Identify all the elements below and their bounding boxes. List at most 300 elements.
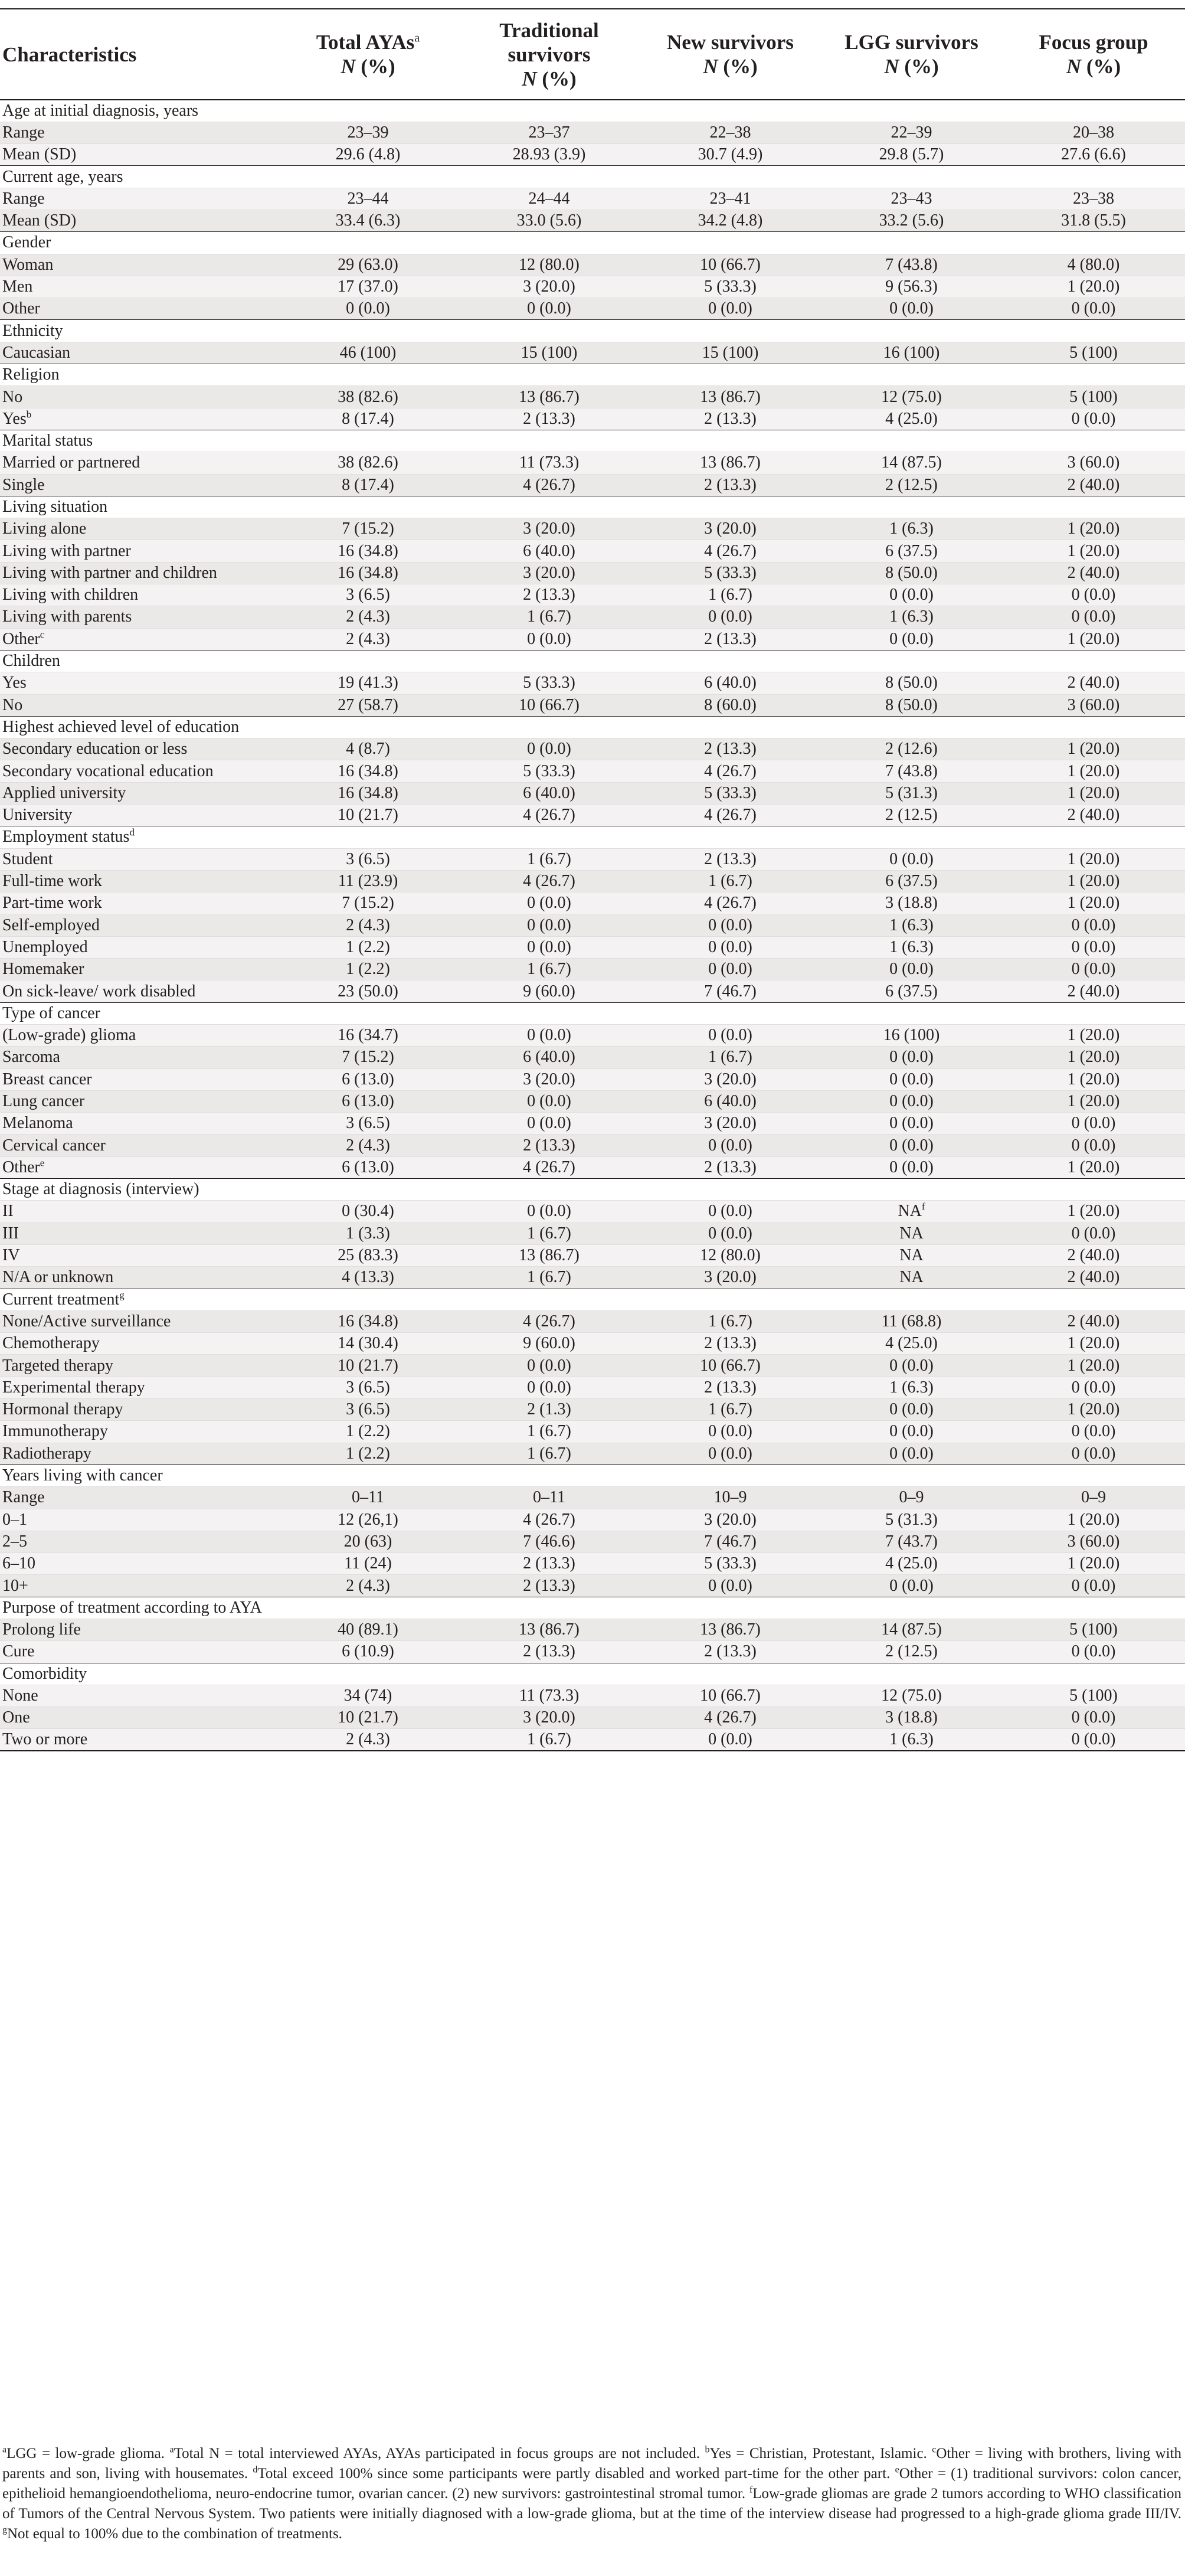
cell-value: 0 (0.0) — [527, 1026, 571, 1045]
cell-value: 33.4 (6.3) — [335, 211, 401, 230]
cell-value: 0 (0.0) — [1071, 1378, 1116, 1397]
table-cell — [640, 1377, 821, 1398]
row-label-text: Other — [2, 629, 40, 648]
table-row — [0, 1641, 1185, 1663]
cell-value: 25 (83.3) — [338, 1246, 398, 1265]
cell-value: 2 (40.0) — [1067, 1312, 1120, 1331]
table-cell — [277, 893, 459, 914]
cell-value: 3 (20.0) — [523, 1070, 575, 1088]
section-header-row — [0, 716, 1185, 738]
table-row — [0, 474, 1185, 496]
table-cell — [1002, 628, 1185, 650]
cell-value: 23 (50.0) — [338, 982, 398, 1001]
row-label-text: One — [2, 1708, 30, 1727]
footnote-mark: g — [2, 2525, 7, 2535]
header-new-title: New survivors — [667, 31, 794, 54]
table-cell — [821, 1156, 1002, 1178]
cell-value: 0 (0.0) — [1071, 937, 1116, 956]
table-row — [0, 188, 1185, 210]
table-cell — [640, 1113, 821, 1135]
header-focus-group — [1002, 9, 1185, 100]
row-label — [0, 1641, 277, 1663]
cell-value: 0 (0.0) — [889, 1576, 934, 1595]
table-cell — [821, 738, 1002, 760]
cell-value: 2 (40.0) — [1067, 1268, 1120, 1287]
cell-value: 22–38 — [709, 123, 751, 142]
cell-value: 2 (40.0) — [1067, 563, 1120, 582]
row-label — [0, 1509, 277, 1531]
header-pct-label: (%) — [899, 55, 939, 78]
table-cell — [459, 1267, 640, 1289]
cell-value: 3 (6.5) — [346, 849, 390, 868]
cell-value: 6 (13.0) — [342, 1070, 394, 1088]
table-cell — [640, 584, 821, 606]
section-title-text: Highest achieved level of education — [2, 717, 240, 736]
cell-value: 1 (2.2) — [346, 960, 390, 979]
row-label-text: Secondary education or less — [2, 740, 188, 759]
footnote-mark: c — [932, 2444, 937, 2455]
cell-value: 1 (20.0) — [1067, 783, 1120, 802]
cell-value: 0 (0.0) — [889, 1070, 934, 1088]
row-label — [0, 210, 277, 231]
cell-value: 0 (0.0) — [1071, 586, 1116, 604]
row-label — [0, 188, 277, 210]
table-cell — [821, 1267, 1002, 1289]
footnote-mark: e — [40, 1157, 45, 1169]
cell-value: 6 (37.5) — [885, 982, 938, 1001]
cell-value: 6 (13.0) — [342, 1158, 394, 1176]
table-cell — [640, 144, 821, 166]
table-cell — [277, 1355, 459, 1377]
table-cell — [640, 1729, 821, 1751]
cell-value: 5 (33.3) — [704, 277, 757, 296]
cell-value: 8 (50.0) — [885, 674, 938, 692]
cell-value: NA — [899, 1268, 924, 1287]
row-label — [0, 1310, 277, 1332]
row-label-text: Targeted therapy — [2, 1356, 113, 1375]
row-label-text: (Low-grade) glioma — [2, 1026, 136, 1045]
cell-value: 29.8 (5.7) — [879, 145, 944, 164]
table-cell — [277, 540, 459, 562]
row-label-text: On sick-leave/ work disabled — [2, 982, 196, 1001]
cell-value: 0 (0.0) — [889, 629, 934, 648]
cell-value: 1 (6.7) — [708, 1048, 752, 1067]
table-cell — [640, 1531, 821, 1552]
table-cell — [640, 474, 821, 496]
table-cell — [277, 1729, 459, 1751]
cell-value: 7 (46.7) — [704, 1532, 757, 1551]
cell-value: 3 (18.8) — [885, 1708, 938, 1727]
header-pct-label: (%) — [1081, 55, 1121, 78]
cell-value: 8 (17.4) — [342, 409, 394, 428]
row-label-text: Yes — [2, 409, 27, 428]
section-title-text: Current treatment — [2, 1290, 120, 1309]
cell-value: 3 (20.0) — [704, 1114, 757, 1133]
table-cell — [459, 1156, 640, 1178]
cell-value: 4 (26.7) — [704, 541, 757, 560]
table-cell — [277, 518, 459, 540]
table-row — [0, 1244, 1185, 1266]
cell-value: 2 (13.3) — [523, 409, 575, 428]
table-row — [0, 386, 1185, 408]
table-cell — [1002, 1201, 1185, 1222]
table-cell — [821, 1090, 1002, 1112]
cell-value: 2 (4.3) — [346, 607, 390, 626]
cell-value: 0 (0.0) — [889, 1092, 934, 1110]
cell-value: 9 (60.0) — [523, 1334, 575, 1353]
row-label-text: Married or partnered — [2, 453, 140, 472]
table-cell — [459, 1135, 640, 1156]
table-cell — [459, 1707, 640, 1729]
section-title — [0, 1597, 1185, 1619]
table-cell — [1002, 1553, 1185, 1575]
table-cell — [277, 562, 459, 584]
table-cell — [1002, 672, 1185, 694]
cell-value: 2 (40.0) — [1067, 674, 1120, 692]
row-label — [0, 1553, 277, 1575]
cell-value: 4 (26.7) — [523, 872, 575, 891]
table-cell — [1002, 848, 1185, 870]
table-cell — [821, 914, 1002, 936]
table-cell — [821, 408, 1002, 430]
row-label — [0, 628, 277, 650]
cell-value: 2 (13.3) — [704, 1642, 757, 1661]
cell-value: 0 (0.0) — [708, 1444, 752, 1463]
table-cell — [821, 1729, 1002, 1751]
cell-value: 0–11 — [352, 1488, 384, 1507]
cell-value: 7 (46.6) — [523, 1532, 575, 1551]
table-row — [0, 606, 1185, 628]
table-cell — [640, 254, 821, 276]
cell-value: 4 (26.7) — [704, 806, 757, 825]
cell-value: 1 (20.0) — [1067, 894, 1120, 913]
table-row — [0, 628, 1185, 650]
table-cell — [640, 1443, 821, 1464]
cell-value: 4 (25.0) — [885, 1334, 938, 1353]
section-title — [0, 166, 1185, 188]
cell-value: 6 (40.0) — [704, 674, 757, 692]
cell-value: 33.0 (5.6) — [516, 211, 582, 230]
table-cell — [1002, 1707, 1185, 1729]
cell-value: 2 (4.3) — [346, 629, 390, 648]
table-cell — [1002, 694, 1185, 716]
cell-value: 3 (6.5) — [346, 1378, 390, 1397]
cell-value: 0 (0.0) — [527, 916, 571, 934]
row-label — [0, 298, 277, 320]
table-cell — [459, 210, 640, 231]
table-cell — [640, 606, 821, 628]
table-cell — [640, 1310, 821, 1332]
cell-value: 0–9 — [1081, 1488, 1106, 1507]
row-label-text: Applied university — [2, 783, 126, 802]
table-cell — [277, 1509, 459, 1531]
cell-value: 1 (6.7) — [708, 872, 752, 891]
table-cell — [640, 408, 821, 430]
table-row — [0, 848, 1185, 870]
footnote-text: LGG = low-grade glioma. — [6, 2446, 170, 2461]
cell-value: 5 (33.3) — [523, 674, 575, 692]
cell-value: 0 (0.0) — [708, 916, 752, 934]
table-cell — [1002, 1333, 1185, 1355]
cell-value: 1 (6.7) — [527, 607, 571, 626]
table-cell — [1002, 870, 1185, 892]
table-cell — [1002, 1575, 1185, 1597]
cell-value: 1 (6.3) — [889, 519, 934, 538]
cell-value: 0 (0.0) — [708, 299, 752, 318]
table-footnotes — [2, 2444, 1181, 2544]
table-cell — [821, 562, 1002, 584]
table-cell — [459, 1509, 640, 1531]
footnote-text: Yes = Christian, Protestant, Islamic. — [709, 2446, 932, 2461]
row-label-text: Men — [2, 277, 33, 296]
cell-value: 4 (26.7) — [704, 761, 757, 780]
table-row — [0, 1443, 1185, 1464]
cell-value: 6 (37.5) — [885, 541, 938, 560]
cell-value: 1 (20.0) — [1067, 1356, 1120, 1375]
row-label-text: III — [2, 1224, 19, 1243]
cell-value: 7 (43.7) — [885, 1532, 938, 1551]
table-cell — [1002, 408, 1185, 430]
section-title — [0, 320, 1185, 342]
cell-value: 0 (0.0) — [1071, 1708, 1116, 1727]
table-cell — [821, 1310, 1002, 1332]
footnote-mark: b — [705, 2444, 710, 2455]
table-cell — [821, 672, 1002, 694]
table-cell — [1002, 276, 1185, 298]
table-cell — [459, 782, 640, 804]
row-label — [0, 606, 277, 628]
cell-value: 0 (0.0) — [708, 1224, 752, 1243]
table-cell — [821, 1509, 1002, 1531]
table-cell — [821, 254, 1002, 276]
table-cell — [640, 1619, 821, 1640]
section-title — [0, 232, 1185, 254]
row-label-text: Part-time work — [2, 894, 102, 913]
row-label — [0, 1047, 277, 1068]
table-cell — [640, 1267, 821, 1289]
table-cell — [821, 782, 1002, 804]
table-cell — [821, 540, 1002, 562]
table-cell — [277, 1377, 459, 1398]
table-cell — [640, 452, 821, 474]
table-cell — [821, 1685, 1002, 1707]
table-cell — [1002, 1377, 1185, 1398]
table-cell — [459, 805, 640, 826]
section-title — [0, 430, 1185, 452]
table-cell — [277, 144, 459, 166]
row-label-text: Melanoma — [2, 1114, 73, 1133]
table-cell — [459, 342, 640, 364]
cell-value: 2 (40.0) — [1067, 982, 1120, 1001]
footnote-mark: d — [253, 2464, 258, 2475]
cell-value: 2 (13.3) — [523, 1554, 575, 1573]
table-row — [0, 122, 1185, 143]
cell-value: 11 (68.8) — [881, 1312, 942, 1331]
table-row — [0, 518, 1185, 540]
table-cell — [277, 805, 459, 826]
table-cell — [1002, 1222, 1185, 1244]
cell-value: 3 (20.0) — [704, 519, 757, 538]
row-label-text: Living with parents — [2, 607, 132, 626]
table-cell — [1002, 1641, 1185, 1663]
table-cell — [1002, 254, 1185, 276]
row-label — [0, 1201, 277, 1222]
row-label-text: Sarcoma — [2, 1048, 60, 1067]
row-label — [0, 1377, 277, 1398]
row-label — [0, 386, 277, 408]
section-header-row — [0, 430, 1185, 452]
table-cell — [640, 1421, 821, 1443]
cell-value: 22–39 — [891, 123, 932, 142]
cell-value: 6 (10.9) — [342, 1642, 394, 1661]
table-row — [0, 1575, 1185, 1597]
cell-value: 15 (100) — [702, 343, 759, 362]
table-cell — [640, 1135, 821, 1156]
cell-value: 11 (73.3) — [519, 453, 580, 472]
table-cell — [821, 276, 1002, 298]
cell-value: 2 (13.3) — [704, 1334, 757, 1353]
section-title-text: Stage at diagnosis (interview) — [2, 1180, 199, 1199]
cell-value: 3 (20.0) — [523, 277, 575, 296]
table-cell — [640, 1090, 821, 1112]
cell-value: 8 (17.4) — [342, 475, 394, 494]
cell-value: 2 (40.0) — [1067, 475, 1120, 494]
cell-value: 1 (20.0) — [1067, 1554, 1120, 1573]
table-cell — [1002, 188, 1185, 210]
cell-value: 1 (20.0) — [1067, 1400, 1120, 1419]
table-cell — [640, 540, 821, 562]
cell-value: 5 (33.3) — [704, 1554, 757, 1573]
table-cell — [277, 1090, 459, 1112]
table-row — [0, 1399, 1185, 1421]
cell-value: 11 (23.9) — [338, 872, 398, 891]
footnote-text: Total exceed 100% since some participants were partly disabled and worked part-time for the other part. — [257, 2466, 895, 2482]
cell-value: 0 (0.0) — [1071, 1444, 1116, 1463]
cell-value: 28.93 (3.9) — [512, 145, 586, 164]
table-cell — [821, 1487, 1002, 1509]
table-cell — [1002, 518, 1185, 540]
cell-value: 1 (6.3) — [889, 916, 934, 934]
row-label — [0, 760, 277, 782]
table-row — [0, 1222, 1185, 1244]
table-cell — [277, 1267, 459, 1289]
section-title-text: Marital status — [2, 431, 93, 450]
cell-value: 1 (6.3) — [889, 1378, 934, 1397]
cell-value: 1 (20.0) — [1067, 872, 1120, 891]
cell-value: 2 (4.3) — [346, 1136, 390, 1155]
table-cell — [821, 1047, 1002, 1068]
section-title — [0, 716, 1185, 738]
table-cell — [459, 1575, 640, 1597]
table-cell — [1002, 805, 1185, 826]
table-cell — [821, 342, 1002, 364]
cell-value: 3 (6.5) — [346, 1400, 390, 1419]
cell-value: 5 (31.3) — [885, 783, 938, 802]
row-label-text: Cure — [2, 1642, 35, 1661]
cell-value: 19 (41.3) — [338, 674, 398, 692]
cell-value: 0 (0.0) — [527, 1378, 571, 1397]
row-label-text: None/Active surveillance — [2, 1312, 171, 1331]
footnote-mark: g — [119, 1289, 125, 1301]
table-row — [0, 1201, 1185, 1222]
table-cell — [821, 1135, 1002, 1156]
table-row — [0, 1024, 1185, 1046]
section-header-row — [0, 1179, 1185, 1201]
cell-value: 1 (20.0) — [1067, 740, 1120, 759]
cell-value: 10 (66.7) — [700, 1686, 761, 1705]
header-traditional-survivors — [459, 9, 640, 100]
table-cell — [640, 738, 821, 760]
table-row — [0, 1531, 1185, 1552]
cell-value: 0 (0.0) — [1071, 299, 1116, 318]
cell-value: 1 (6.7) — [527, 1422, 571, 1441]
row-label-text: Hormonal therapy — [2, 1400, 123, 1419]
section-title-text: Years living with cancer — [2, 1466, 163, 1485]
cell-value: 5 (100) — [1069, 1620, 1118, 1639]
row-label-text: II — [2, 1202, 14, 1221]
cell-value: 0 (0.0) — [708, 937, 752, 956]
table-row — [0, 1135, 1185, 1156]
section-title — [0, 650, 1185, 672]
row-label-text: Breast cancer — [2, 1070, 92, 1088]
table-cell — [821, 188, 1002, 210]
row-label-text: Student — [2, 849, 53, 868]
cell-value: 17 (37.0) — [338, 277, 398, 296]
section-title — [0, 364, 1185, 386]
table-cell — [459, 518, 640, 540]
table-cell — [640, 893, 821, 914]
header-pct-label: (%) — [536, 67, 577, 90]
section-title-text: Gender — [2, 233, 51, 252]
table-cell — [821, 1707, 1002, 1729]
table-cell — [277, 1244, 459, 1266]
table-row — [0, 1421, 1185, 1443]
table-cell — [459, 408, 640, 430]
table-cell — [1002, 122, 1185, 143]
cell-value: 0 (0.0) — [889, 299, 934, 318]
table-cell — [459, 694, 640, 716]
table-cell — [1002, 606, 1185, 628]
table-cell — [277, 1575, 459, 1597]
cell-value: 2 (13.3) — [704, 849, 757, 868]
table-cell — [459, 914, 640, 936]
table-row — [0, 1090, 1185, 1112]
table-cell — [821, 386, 1002, 408]
table-cell — [640, 1575, 821, 1597]
table-cell — [1002, 1024, 1185, 1046]
table-cell — [277, 408, 459, 430]
cell-value: 4 (26.7) — [523, 806, 575, 825]
row-label-text: Self-employed — [2, 916, 100, 934]
table-cell — [459, 628, 640, 650]
cell-value: 2 (13.3) — [523, 1642, 575, 1661]
cell-value: 0 (0.0) — [1071, 409, 1116, 428]
table-cell — [277, 936, 459, 958]
cell-value: 2 (12.5) — [885, 1642, 938, 1661]
cell-value: 2 (40.0) — [1067, 806, 1120, 825]
cell-value: 16 (34.8) — [338, 541, 398, 560]
cell-value: 10–9 — [713, 1488, 747, 1507]
cell-value: 0–11 — [533, 1488, 565, 1507]
table-cell — [640, 848, 821, 870]
cell-value: 0 (0.0) — [708, 1422, 752, 1441]
cell-value: 2 (12.5) — [885, 475, 938, 494]
cell-value: 2 (1.3) — [527, 1400, 571, 1419]
table-cell — [277, 848, 459, 870]
row-label-text: Other — [2, 299, 40, 318]
row-label-text: Living alone — [2, 519, 87, 538]
cell-value: 10 (21.7) — [338, 806, 398, 825]
